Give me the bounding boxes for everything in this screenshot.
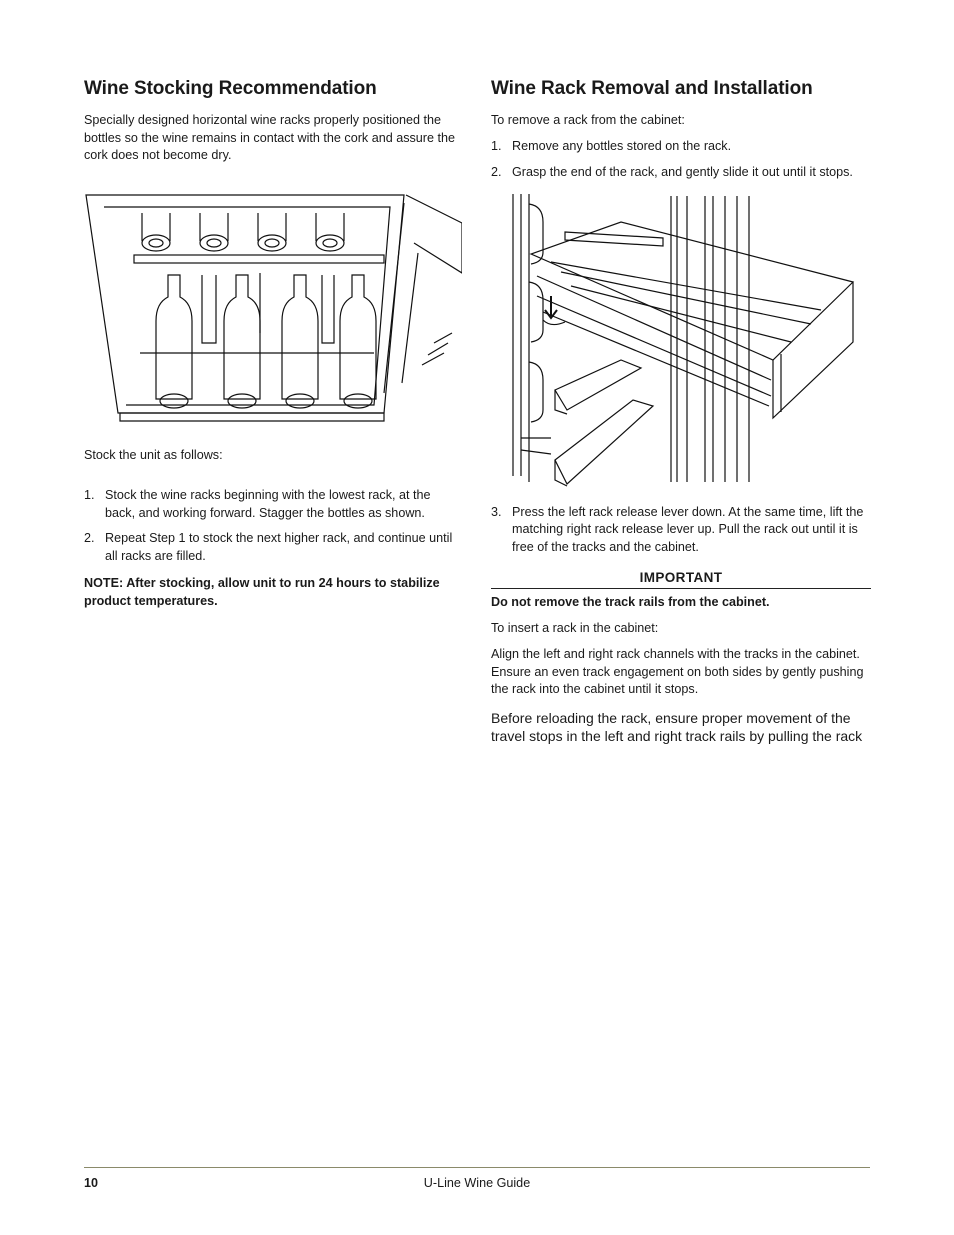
remove-intro: To remove a rack from the cabinet:: [491, 113, 685, 127]
top-row-bottles: [142, 213, 344, 251]
rack-slide-out-illustration: [491, 192, 871, 488]
align-text: Align the left and right rack channels with the tracks in the cabinet. Ensure an even track engagement on both sides by gently pushing the rack into the cabinet until it stops.: [491, 647, 864, 696]
step-number: 3.: [491, 504, 502, 519]
step-number: 1.: [491, 138, 502, 153]
right-column: [491, 78, 871, 745]
removal-step: [491, 504, 871, 557]
wine-stocking-intro: Specially designed horizontal wine racks properly positioned the bottles so the wine remains in contact with the cork and assure the cork does not become dry.: [84, 113, 456, 162]
page-number: 10: [84, 1176, 99, 1190]
removal-step: [491, 138, 871, 156]
footer-rule: [84, 1167, 870, 1168]
reload-text: Before reloading the rack, ensure proper movement of the travel stops in the left and right track rails by pulling the rack: [491, 709, 863, 744]
important-label: IMPORTANT: [491, 570, 871, 589]
step-text: Grasp the end of the rack, and gently slide it out until it stops.: [512, 165, 853, 179]
stocking-step: [84, 487, 460, 522]
footer-title: U-Line Wine Guide: [423, 1176, 531, 1190]
removal-steps-a: [491, 138, 871, 182]
step-number: 2.: [84, 531, 95, 545]
lower-row-bottles: [156, 273, 376, 408]
stocking-steps: [84, 487, 460, 565]
stocking-step: [84, 530, 460, 565]
removal-steps-b: [491, 504, 871, 557]
stocking-note: NOTE: After stocking, allow unit to run 24 hours to stabilize product temperatures.: [84, 576, 440, 608]
stock-intro: Stock the unit as follows:: [84, 447, 223, 462]
step-text: Repeat Step 1 to stock the next higher rack, and continue until all racks are filled.: [105, 531, 453, 563]
important-text: Do not remove the track rails from the cabinet.: [491, 595, 770, 609]
step-text: Remove any bottles stored on the rack.: [512, 138, 732, 153]
step-text: Press the left rack release lever down. At the same time, lift the matching right rack release lever up. Pull the rack out until it is free of the tracks and the cabinet.: [512, 504, 864, 554]
wine-stocking-heading: Wine Stocking Recommendation: [84, 78, 377, 99]
step-number: 1.: [84, 488, 95, 502]
rack-removal-heading: Wine Rack Removal and Installation: [491, 78, 813, 99]
removal-step: [491, 164, 871, 182]
step-text: Stock the wine racks beginning with the lowest rack, at the back, and working forward. Stagger the bottles as shown.: [105, 488, 431, 520]
step-number: 2.: [491, 165, 502, 179]
insert-intro: To insert a rack in the cabinet:: [491, 620, 659, 635]
left-column: [84, 78, 460, 610]
wine-rack-stocking-illustration: [84, 193, 460, 429]
